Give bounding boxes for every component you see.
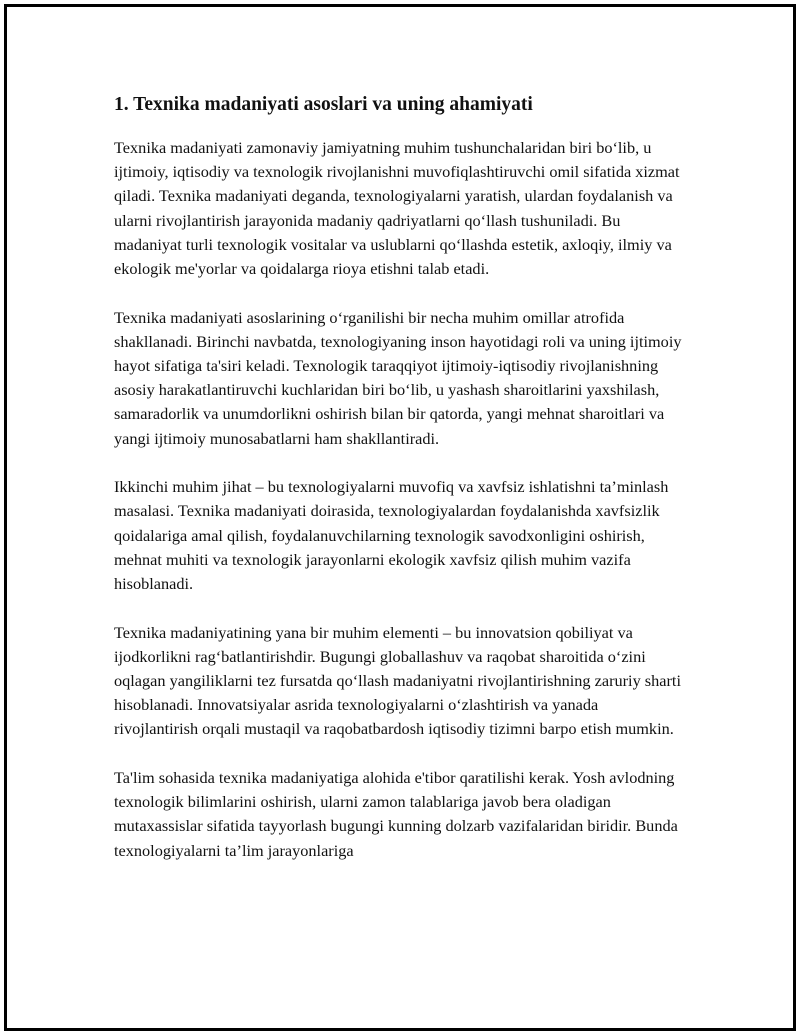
document-body <box>114 92 684 887</box>
paragraph-4: Texnika madaniyatining yana bir muhim elementi – bu innovatsion qobiliyat va ijodkorlikni rag‘batlantirishdir. Bugungi globallashuv va raqobat sharoitida o‘zini oqlagan yangiliklarni tez fursatda qo‘llash madaniyatni rivojlantirishning zaruriy sharti hisoblanadi. Innovatsiyalar asrida texnologiyalarni o‘zlashtirish va yanada rivojlantirish orqali mustaqil va raqobatbardosh iqtisodiy tizimni barpo etish mumkin. <box>114 622 681 739</box>
paragraph-2: Texnika madaniyati asoslarining o‘rganilishi bir necha muhim omillar atrofida shakllanadi. Birinchi navbatda, texnologiyaning inson hayotidagi roli va uning ijtimoiy hayot sifatiga ta'siri keladi. Texnologik taraqqiyot ijtimoiy-iqtisodiy rivojlanishning asosiy harakatlantiruvchi kuchlaridan biri bo‘lib, u yashash sharoitlarini yaxshilash, samaradorlik va unumdorlikni oshirish bilan bir qatorda, yangi mehnat sharoitlari va yangi ijtimoiy munosabatlarni ham shakllantiradi. <box>114 307 682 448</box>
paragraph-5: Ta'lim sohasida texnika madaniyatiga alohida e'tibor qaratilishi kerak. Yosh avlodning texnologik bilimlarini oshirish, ularni zamon talablariga javob bera oladigan mutaxassislar sifatida tayyorlash bugungi kunning dolzarb vazifalaridan biridir. Bunda texnologiyalarni ta’lim jarayonlariga <box>114 768 678 860</box>
paragraph-3: Ikkinchi muhim jihat – bu texnologiyalarni muvofiq va xavfsiz ishlatishni ta’minlash masalasi. Texnika madaniyati doirasida, texnologiyalardan foydalanishda xavfsizlik qoidalariga amal qilish, foydalanuvchilarning texnologik savodxonligini oshirish, mehnat muhiti va texnologik jarayonlarni ekologik xavfsiz qilish muhim vazifa hisoblanadi. <box>114 477 669 594</box>
section-heading: 1. Texnika madaniyati asoslari va uning ahamiyati <box>114 94 533 115</box>
paragraph-1: Texnika madaniyati zamonaviy jamiyatning muhim tushunchalaridan biri bo‘lib, u ijtimoiy, iqtisodiy va texnologik rivojlanishni muvofiqlashtiruvchi omil sifatida xizmat qiladi. Texnika madaniyati deganda, texnologiyalarni yaratish, ulardan foydalanish va ularni rivojlantirish jarayonida madaniy qadriyatlarni qo‘llash tushuniladi. Bu madaniyat turli texnologik vositalar va uslublarni qo‘llashda estetik, axloqiy, ilmiy va ekologik me'yorlar va qoidalarga rioya etishni talab etadi. <box>114 138 680 279</box>
